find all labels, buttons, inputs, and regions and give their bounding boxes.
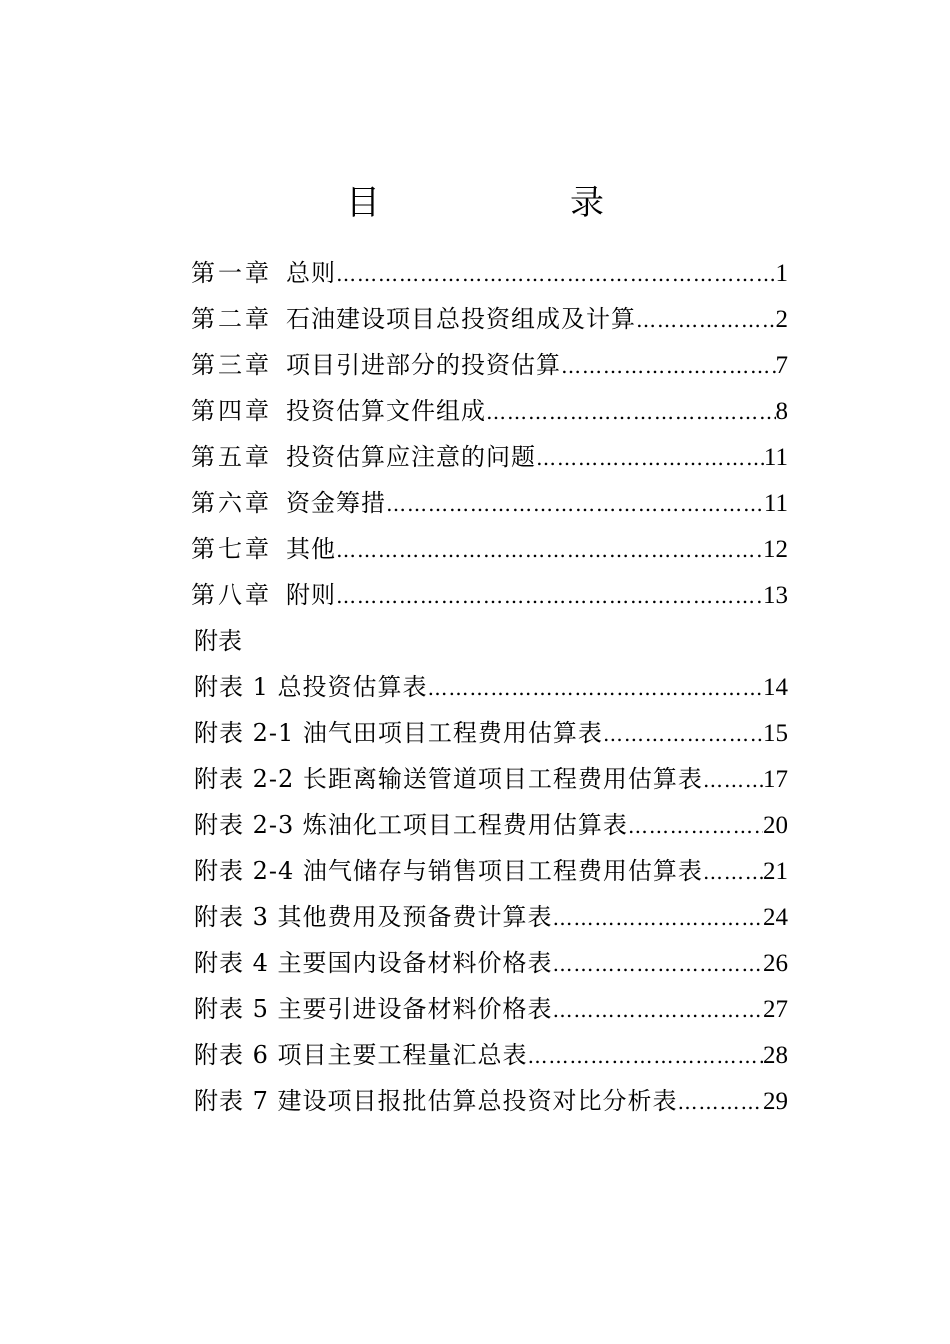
toc-chapter-number: 第三章 [191,351,272,379]
dot-leader [703,849,763,895]
toc-page-number: 29 [763,1088,788,1115]
toc-page-number: 14 [763,674,788,701]
toc-page-number: 28 [763,1042,788,1069]
toc-page-number: 2 [775,306,788,333]
toc-page-number: 15 [763,720,788,747]
appendix-heading: 附表 [194,627,242,655]
toc-entry[interactable] [191,526,788,572]
toc-entry-title: 附则 [286,581,336,609]
toc-appendix-entry[interactable] [191,940,788,986]
toc-appendix-entry[interactable] [191,1032,788,1078]
dot-leader [553,941,763,987]
toc-entry-title: 总则 [286,259,336,287]
toc-chapter-number: 第一章 [191,259,272,287]
dot-leader [336,251,776,297]
toc-chapter-number: 第七章 [191,535,272,563]
toc-chapter-number: 第八章 [191,581,272,609]
dot-leader [428,665,763,711]
dot-leader [561,343,776,389]
dot-leader [486,389,776,435]
toc-entry-title: 附表 2-3 炼油化工项目工程费用估算表 [194,811,628,839]
toc-page-number: 7 [775,352,788,379]
toc-chapter-number: 第五章 [191,443,272,471]
dot-leader [628,803,763,849]
toc-appendix-entry[interactable] [191,848,788,894]
toc-entry-title: 资金筹措 [286,489,386,517]
toc-appendix-entry[interactable] [191,894,788,940]
toc-entry-title: 附表 7 建设项目报批估算总投资对比分析表 [194,1087,678,1115]
toc-page-number: 26 [763,950,788,977]
toc-entry-title: 投资估算应注意的问题 [286,443,536,471]
dot-leader [386,481,764,527]
toc-entry-title: 附表 2-2 长距离输送管道项目工程费用估算表 [194,765,703,793]
toc-page-number: 11 [763,444,788,471]
toc-page-number: 11 [763,490,788,517]
dot-leader [603,711,763,757]
toc-entry-title: 其他 [286,535,336,563]
dot-leader [636,297,776,343]
toc-entry-title: 投资估算文件组成 [286,397,486,425]
toc-page-number: 27 [763,996,788,1023]
toc-entry[interactable] [191,250,788,296]
toc-entry[interactable] [191,434,788,480]
toc-entry[interactable] [191,296,788,342]
table-of-contents [191,250,788,1124]
dot-leader [703,757,763,803]
toc-page-number: 20 [763,812,788,839]
toc-appendix-entry[interactable] [191,802,788,848]
toc-appendix-entry[interactable] [191,756,788,802]
dot-leader [553,895,763,941]
dot-leader [678,1079,763,1125]
toc-entry-title: 项目引进部分的投资估算 [286,351,561,379]
dot-leader [536,435,764,481]
toc-entry-title: 附表 2-4 油气储存与销售项目工程费用估算表 [194,857,703,885]
toc-appendix-entry[interactable] [191,664,788,710]
toc-entry-title: 附表 3 其他费用及预备费计算表 [194,903,553,931]
toc-appendix-entry[interactable] [191,710,788,756]
toc-entry[interactable] [191,480,788,526]
toc-entry[interactable] [191,342,788,388]
dot-leader [336,527,763,573]
page-title: 目 录 [346,183,682,223]
dot-leader [553,987,763,1033]
toc-entry-title: 石油建设项目总投资组成及计算 [286,305,636,333]
toc-entry[interactable] [191,388,788,434]
toc-entry-title: 附表 2-1 油气田项目工程费用估算表 [194,719,603,747]
toc-page-number: 21 [763,858,788,885]
toc-entry[interactable] [191,572,788,618]
toc-chapter-number: 第二章 [191,305,272,333]
toc-page-number: 24 [763,904,788,931]
toc-chapter-number: 第四章 [191,397,272,425]
toc-page-number: 1 [775,260,788,287]
toc-entry-title: 附表 5 主要引进设备材料价格表 [194,995,553,1023]
dot-leader [528,1033,763,1079]
dot-leader [336,573,763,619]
toc-appendix-entry[interactable] [191,1078,788,1124]
toc-chapter-number: 第六章 [191,489,272,517]
toc-page-number: 13 [763,582,788,609]
toc-entry-title: 附表 6 项目主要工程量汇总表 [194,1041,528,1069]
toc-entry-title: 附表 1 总投资估算表 [194,673,428,701]
toc-page-number: 12 [763,536,788,563]
toc-entry-title: 附表 4 主要国内设备材料价格表 [194,949,553,977]
toc-appendix-entry[interactable] [191,986,788,1032]
toc-page-number: 8 [775,398,788,425]
toc-page-number: 17 [763,766,788,793]
